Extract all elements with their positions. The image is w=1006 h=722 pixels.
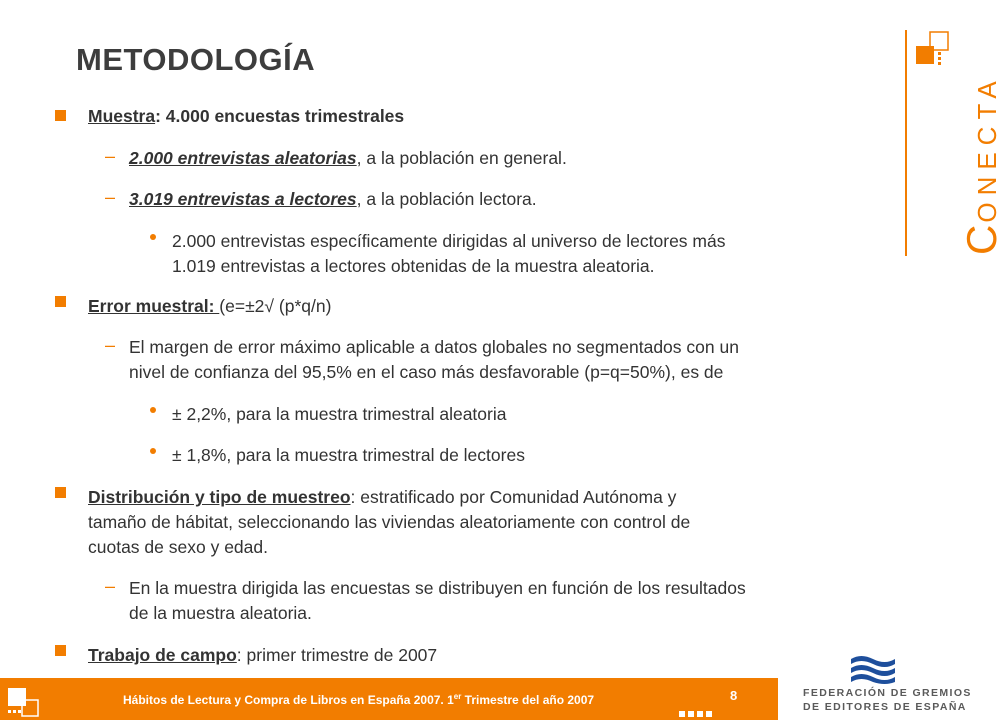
dash-marker: – (105, 187, 116, 207)
distribucion-item (88, 485, 690, 560)
sub-item-aleatorias (129, 146, 567, 171)
fgee-logo-icon (849, 653, 897, 683)
fgee-line2: DE EDITORES DE ESPAÑA (803, 701, 967, 713)
footer-text-before: Hábitos de Lectura y Compra de Libros en España 2007. 1 (123, 693, 454, 707)
bullet-square (55, 487, 66, 498)
error-bullet-aleatoria: ± 2,2%, para la muestra trimestral aleatoria (172, 404, 507, 424)
dash-marker: – (105, 576, 116, 596)
sub1-text: , a la población en general. (356, 148, 567, 168)
footer-dots-icon (679, 704, 715, 722)
page-number: 8 (730, 688, 738, 703)
campo-item (88, 643, 437, 668)
bullet-square (55, 296, 66, 307)
dist-label: Distribución y tipo de muestreo (88, 487, 351, 507)
footer-sup: er (453, 692, 462, 701)
dash-marker: – (105, 146, 116, 166)
footer-text-after: Trimestre del año 2007 (461, 693, 595, 707)
sub2-label: 3.019 entrevistas a lectores (129, 189, 357, 209)
error-bullet-lectores: ± 1,8%, para la muestra trimestral de lectores (172, 445, 525, 465)
error-label: Error muestral: (88, 296, 220, 316)
bullet-square (55, 110, 66, 121)
bullet1-line1: 2.000 entrevistas específicamente dirigidas al universo de lectores más (172, 231, 726, 251)
muestra-item (88, 104, 404, 129)
fgee-logo-text (803, 686, 972, 714)
bullet-entrevistas (172, 229, 725, 279)
logo-big-letter: C (958, 222, 1005, 255)
dist-sub-line2: de la muestra aleatoria. (129, 603, 312, 623)
page-title: METODOLOGÍA (76, 42, 316, 77)
error-sub-item (129, 335, 739, 385)
conecta-squares-icon (908, 30, 954, 76)
footer-title (123, 692, 594, 707)
campo-label: Trabajo de campo (88, 645, 237, 665)
dist-sub-item (129, 576, 746, 626)
sub2-text: , a la población lectora. (356, 189, 537, 209)
error-sub-line2: nivel de confianza del 95,5% en el caso más desfavorable (p=q=50%), es de (129, 362, 724, 382)
sub1-label: 2.000 entrevistas aleatorias (129, 148, 357, 168)
error-sub-line1: El margen de error máximo aplicable a datos globales no segmentados con un (129, 337, 739, 357)
bullet-square (55, 645, 66, 656)
dist-line2: tamaño de hábitat, seleccionando las viviendas aleatoriamente con control de (88, 512, 691, 532)
campo-text: : primer trimestre de 2007 (236, 645, 438, 665)
fgee-line1: FEDERACIÓN DE GREMIOS (803, 687, 972, 699)
dist-line3: cuotas de sexo y edad. (88, 537, 268, 557)
bullet-dot (150, 407, 156, 413)
muestra-text: : 4.000 encuestas trimestrales (155, 106, 405, 126)
bullet1-line2: 1.019 entrevistas a lectores obtenidas de la muestra aleatoria. (172, 256, 655, 276)
conecta-logo (958, 74, 1006, 255)
error-formula: (e=±2√ (p*q/n) (219, 296, 332, 316)
sub-item-lectores (129, 187, 537, 212)
logo-rest: ONECTA (972, 74, 1002, 223)
footer-squares-icon (6, 686, 42, 720)
dist-text: : estratificado por Comunidad Autónoma y (350, 487, 677, 507)
error-item (88, 294, 331, 319)
bullet-dot (150, 234, 156, 240)
footer-bar (0, 678, 778, 720)
dash-marker: – (105, 335, 116, 355)
muestra-label: Muestra (88, 106, 156, 126)
dist-sub-line1: En la muestra dirigida las encuestas se distribuyen en función de los resultados (129, 578, 746, 598)
bullet-dot (150, 448, 156, 454)
logo-vertical-line (905, 30, 907, 256)
